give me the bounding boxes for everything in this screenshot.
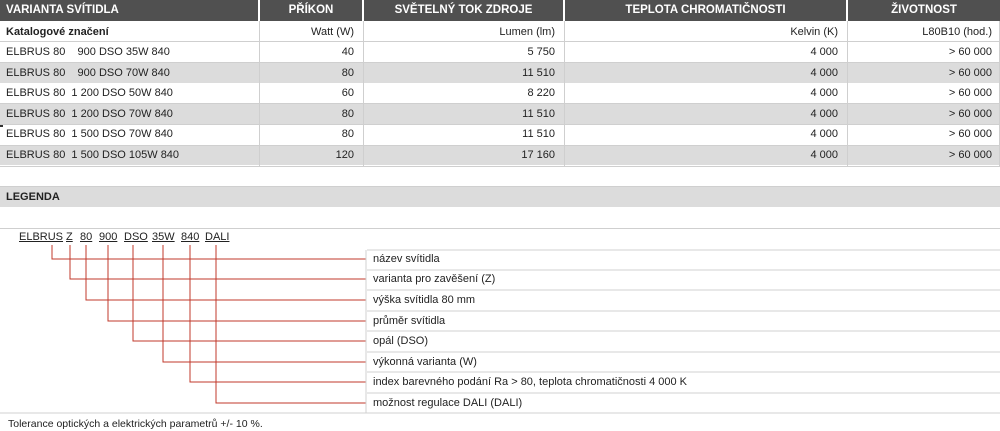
legend-item: možnost regulace DALI (DALI) (373, 397, 523, 409)
col-header-life: ŽIVOTNOST (848, 0, 1000, 21)
col-header-power: PŘÍKON (260, 0, 362, 21)
code-part-840: 840 (181, 231, 200, 243)
cell-lumen: 11 510 (522, 66, 555, 79)
cell-kelvin: 4 000 (810, 148, 838, 161)
code-part-dali: DALI (205, 231, 230, 243)
cell-kelvin: 4 000 (810, 128, 838, 140)
footnote: Tolerance optických a elektrických parametrů +/- 10 %. (8, 418, 263, 430)
cell-name: ELBRUS 80 1 500 DSO 105W 840 (6, 148, 180, 161)
cell-lumen: 5 750 (527, 46, 555, 58)
subheader-lumen: Lumen (lm) (499, 26, 555, 38)
leader-line (70, 245, 366, 279)
cell-life: > 60 000 (948, 46, 992, 58)
cell-name: ELBRUS 80 900 DSO 70W 840 (6, 66, 170, 79)
subheader-catalog: Katalogové značení (6, 26, 109, 38)
cell-name: ELBRUS 80 1 500 DSO 70W 840 (6, 128, 173, 140)
cell-life: > 60 000 (948, 66, 992, 79)
legend-item: průměr svítidla (373, 315, 446, 327)
cell-life: > 60 000 (948, 107, 992, 120)
cell-life: > 60 000 (948, 87, 992, 99)
cell-life: > 60 000 (948, 128, 992, 140)
legend-item: výška svítidla 80 mm (373, 294, 476, 306)
cell-kelvin: 4 000 (810, 66, 838, 79)
cell-kelvin: 4 000 (810, 107, 838, 120)
cell-kelvin: 4 000 (810, 46, 838, 58)
leader-line (86, 245, 366, 300)
legend-title: LEGENDA (0, 187, 1000, 207)
cell-lumen: 17 160 (521, 148, 555, 161)
cell-name: ELBRUS 80 1 200 DSO 70W 840 (6, 107, 173, 120)
cell-name: ELBRUS 80 900 DSO 35W 840 (6, 46, 170, 58)
subheader-watt: Watt (W) (311, 26, 354, 38)
cell-name: ELBRUS 80 1 200 DSO 50W 840 (6, 87, 173, 99)
legend-item: index barevného podání Ra > 80, teplota chromatičnosti 4 000 K (373, 376, 688, 388)
code-part-900: 900 (99, 231, 118, 243)
code-part-elbrus: ELBRUS (19, 231, 64, 243)
code-part-z: Z (66, 231, 73, 243)
leader-line (52, 245, 366, 259)
legend-item: název svítidla (373, 253, 440, 265)
col-header-variant: VARIANTA SVÍTIDLA (0, 0, 258, 21)
subheader-kelvin: Kelvin (K) (790, 26, 838, 38)
cell-watt: 80 (341, 128, 354, 140)
legend-item: varianta pro zavěšení (Z) (373, 273, 496, 285)
subheader-life: L80B10 (hod.) (922, 26, 992, 38)
code-part-35w: 35W (152, 231, 175, 243)
cell-life: > 60 000 (948, 148, 992, 161)
col-header-temp: TEPLOTA CHROMATIČNOSTI (565, 0, 846, 21)
code-part-80: 80 (80, 231, 93, 243)
cell-watt: 80 (341, 66, 354, 79)
legend-item: opál (DSO) (373, 335, 429, 347)
cell-watt: 40 (341, 46, 354, 58)
cell-watt: 80 (341, 107, 354, 120)
leader-line (108, 245, 366, 321)
cell-watt: 120 (335, 148, 354, 161)
cell-lumen: 11 510 (522, 107, 555, 120)
code-part-dso: DSO (124, 231, 148, 243)
cell-lumen: 8 220 (527, 87, 555, 99)
leader-line (163, 245, 366, 362)
cell-lumen: 11 510 (522, 128, 555, 140)
col-header-flux: SVĚTELNÝ TOK ZDROJE (364, 0, 563, 21)
cell-kelvin: 4 000 (810, 87, 838, 99)
leader-line (216, 245, 366, 403)
cell-watt: 60 (341, 87, 354, 99)
legend-item: výkonná varianta (W) (373, 356, 477, 368)
